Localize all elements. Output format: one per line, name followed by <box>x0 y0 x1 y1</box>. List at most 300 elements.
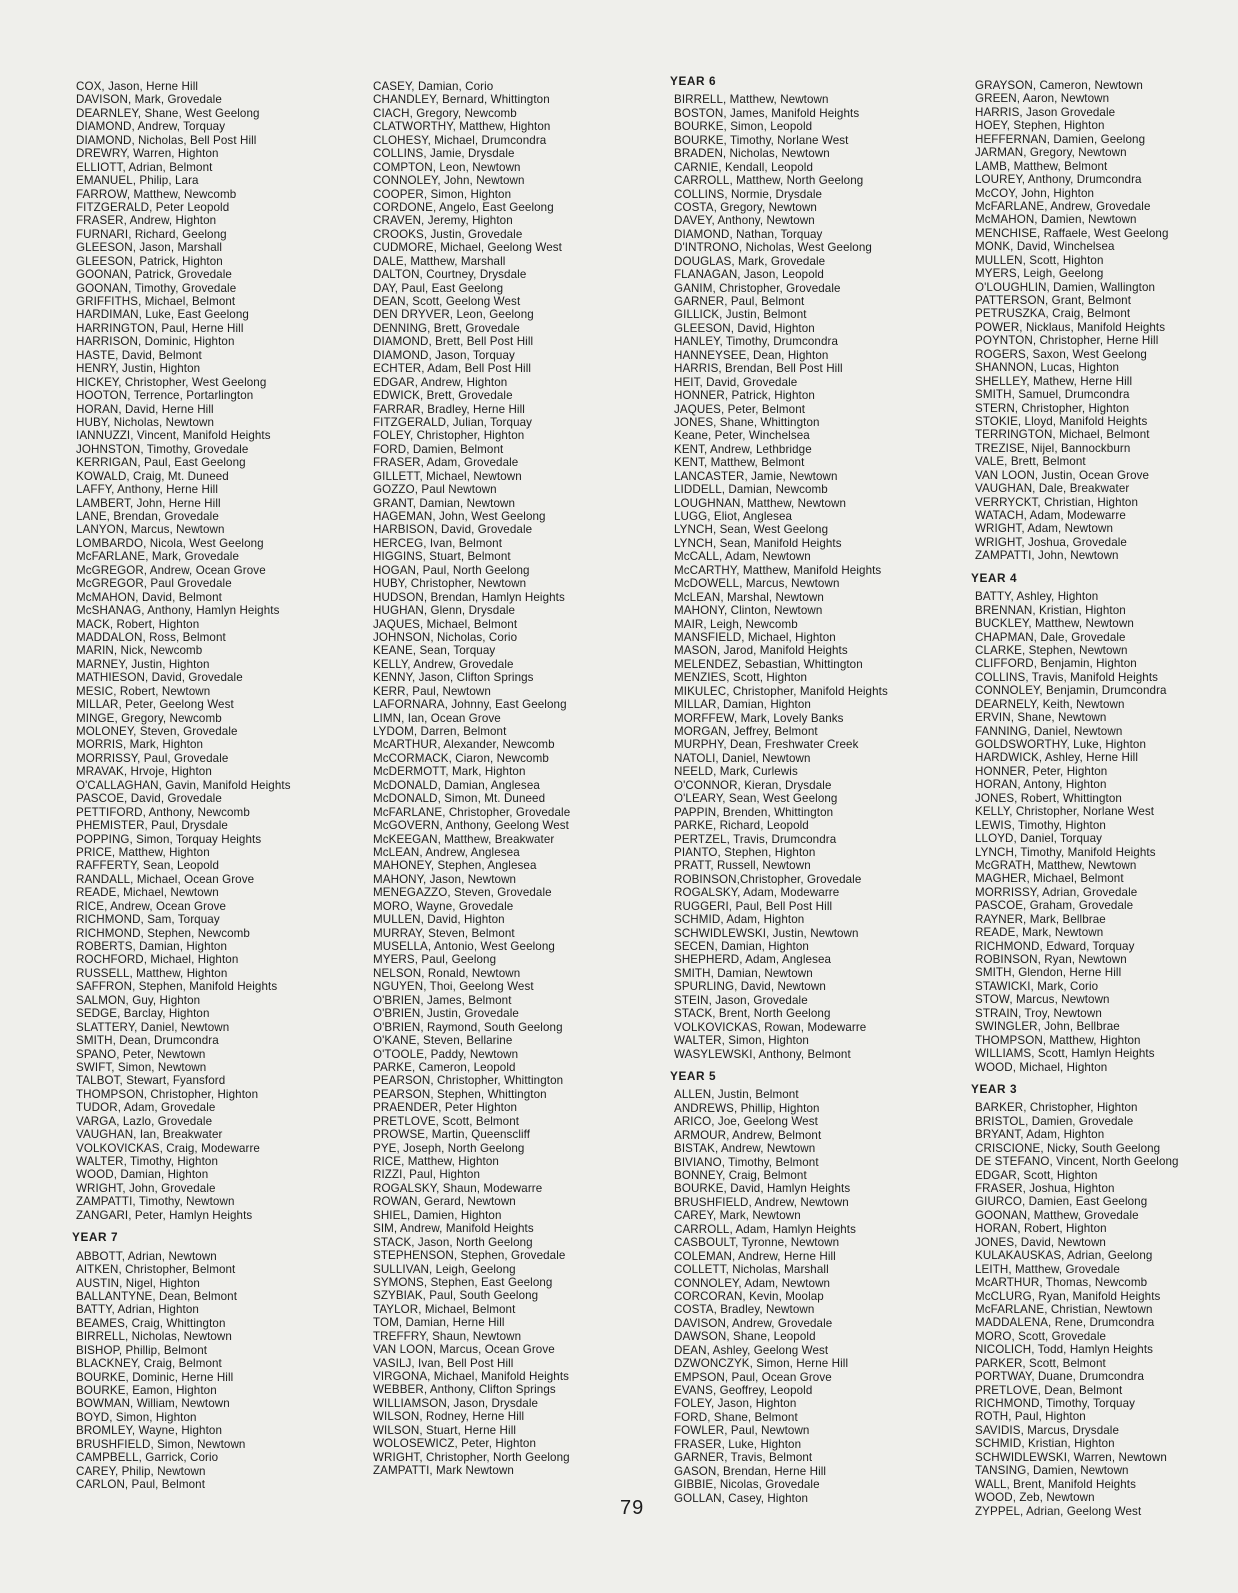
list-item: NEELD, Mark, Curlewis <box>674 765 798 779</box>
list-item: MUSELLA, Antonio, West Geelong <box>373 940 555 953</box>
list-item: BUCKLEY, Matthew, Newtown <box>975 617 1134 631</box>
list-item: GRANT, Damian, Newtown <box>373 496 516 510</box>
list-item: O'LOUGHLIN, Damien, Wallington <box>975 280 1156 294</box>
list-item: AUSTIN, Nigel, Highton <box>76 1276 200 1290</box>
list-item: ROGALSKY, Adam, Modewarre <box>674 886 840 900</box>
list-item: O'BRIEN, Raymond, South Geelong <box>373 1020 563 1034</box>
list-item: TALBOT, Stewart, Fyansford <box>76 1074 226 1088</box>
list-item: MENZIES, Scott, Highton <box>674 671 808 685</box>
list-item: GASON, Brendan, Herne Hill <box>674 1464 827 1478</box>
list-item: CUDMORE, Michael, Geelong West <box>373 241 562 255</box>
list-item: MURPHY, Dean, Freshwater Creek <box>674 738 859 752</box>
list-item: SMITH, Damian, Newtown <box>674 966 813 980</box>
list-item: RIZZI, Paul, Highton <box>373 1168 481 1182</box>
list-item: BISHOP, Phillip, Belmont <box>76 1343 208 1357</box>
list-item: LYNCH, Timothy, Manifold Heights <box>975 845 1156 859</box>
list-item: DEARNELY, Keith, Newtown <box>975 697 1125 711</box>
column-1 <box>72 80 291 1492</box>
list-item: VOLKOVICKAS, Craig, Modewarre <box>76 1141 260 1155</box>
list-item: HEFFERNAN, Damien, Geelong <box>975 132 1146 146</box>
list-item: WALTER, Timothy, Highton <box>76 1155 218 1168</box>
list-item: BOYD, Simon, Highton <box>76 1410 197 1424</box>
list-item: WEBBER, Anthony, Clifton Springs <box>373 1383 556 1397</box>
list-item: ANDREWS, Phillip, Highton <box>674 1101 820 1115</box>
list-item: GILLETT, Michael, Newtown <box>373 469 522 483</box>
list-item: KENT, Andrew, Lethbridge <box>674 442 812 456</box>
list-item: MACK, Robert, Highton <box>76 617 200 631</box>
list-item: BIVIANO, Timothy, Belmont <box>674 1155 819 1169</box>
list-item: HASTE, David, Belmont <box>76 348 202 362</box>
list-item: POWER, Nicklaus, Manifold Heights <box>975 320 1166 334</box>
list-item: BOURKE, Simon, Leopold <box>674 120 813 134</box>
list-item: ROGALSKY, Shaun, Modewarre <box>373 1181 543 1195</box>
list-item: WOLOSEWICZ, Peter, Highton <box>373 1437 537 1451</box>
list-item: HONNER, Patrick, Highton <box>674 389 815 403</box>
list-item: FANNING, Daniel, Newtown <box>975 724 1123 738</box>
list-item: GIBBIE, Nicolas, Grovedale <box>674 1478 820 1492</box>
list-item: BIRRELL, Matthew, Newtown <box>674 93 829 107</box>
list-item: TAYLOR, Michael, Belmont <box>373 1302 516 1316</box>
list-item: STRAIN, Troy, Newtown <box>975 1006 1102 1020</box>
list-item: GARNER, Travis, Belmont <box>674 1451 813 1465</box>
list-item: McCARTHY, Matthew, Manifold Heights <box>674 563 882 577</box>
list-item: GOLDSWORTHY, Luke, Highton <box>975 738 1146 751</box>
list-item: McDONALD, Damian, Anglesea <box>373 778 540 792</box>
list-item: O'CALLAGHAN, Gavin, Manifold Heights <box>76 778 291 792</box>
list-item: McMAHON, David, Belmont <box>76 590 222 604</box>
list-item: ROBINSON,Christopher, Grovedale <box>674 872 862 886</box>
list-item: PHEMISTER, Paul, Drysdale <box>76 819 228 833</box>
list-item: KELLY, Andrew, Grovedale <box>373 657 514 671</box>
list-item: BOURKE, David, Hamlyn Heights <box>674 1182 851 1196</box>
list-item: AITKEN, Christopher, Belmont <box>76 1263 236 1277</box>
list-item: RICE, Matthew, Highton <box>373 1155 499 1168</box>
list-item: KENT, Matthew, Belmont <box>674 456 805 470</box>
list-item: TOM, Damian, Herne Hill <box>373 1316 505 1330</box>
list-item: TERRINGTON, Michael, Belmont <box>975 428 1150 442</box>
list-item: POYNTON, Christopher, Herne Hill <box>975 334 1159 348</box>
list-item: HUDSON, Brendan, Hamlyn Heights <box>373 590 565 604</box>
list-item: SCHMID, Kristian, Highton <box>975 1437 1115 1451</box>
list-item: EDGAR, Scott, Highton <box>975 1168 1098 1182</box>
column-2 <box>373 80 570 1478</box>
list-item: BOURKE, Dominic, Herne Hill <box>76 1370 234 1384</box>
list-item: PETRUSZKA, Craig, Belmont <box>975 307 1131 321</box>
list-item: FORD, Shane, Belmont <box>674 1410 798 1424</box>
list-item: CASBOULT, Tyronne, Newtown <box>674 1236 840 1250</box>
list-item: DOUGLAS, Mark, Grovedale <box>674 254 826 268</box>
list-item: LYNCH, Sean, West Geelong <box>674 523 829 537</box>
list-item: COSTA, Gregory, Newtown <box>674 200 817 214</box>
list-item: ZAMPATTI, Mark Newtown <box>373 1464 514 1478</box>
list-item: MORO, Scott, Grovedale <box>975 1329 1107 1343</box>
list-item: HEIT, David, Grovedale <box>674 375 798 389</box>
list-item: DEAN, Ashley, Geelong West <box>674 1343 829 1357</box>
list-item: SAFFRON, Stephen, Manifold Heights <box>76 980 278 994</box>
list-item: DZWONCZYK, Simon, Herne Hill <box>674 1357 849 1371</box>
list-item: WRIGHT, Christopher, North Geelong <box>373 1450 570 1464</box>
list-item: PASCOE, David, Grovedale <box>76 792 222 806</box>
list-item: GOONAN, Timothy, Grovedale <box>76 281 237 295</box>
list-item: LANE, Brendan, Grovedale <box>76 510 219 523</box>
list-item: DAVISON, Andrew, Grovedale <box>674 1316 833 1330</box>
list-item: BRISTOL, Damien, Grovedale <box>975 1114 1134 1128</box>
list-item: HENRY, Justin, Highton <box>76 362 201 376</box>
list-item: KOWALD, Craig, Mt. Duneed <box>76 469 229 483</box>
list-item: STEIN, Jason, Grovedale <box>674 993 808 1007</box>
list-item: DEAN, Scott, Geelong West <box>373 295 521 308</box>
list-item: EMANUEL, Philip, Lara <box>76 174 199 188</box>
list-item: EMPSON, Paul, Ocean Grove <box>674 1370 832 1384</box>
list-item: DAY, Paul, East Geelong <box>373 281 504 295</box>
list-item: STAWICKI, Mark, Corio <box>975 979 1099 993</box>
list-item: LYNCH, Sean, Manifold Heights <box>674 536 842 550</box>
list-item: DAVEY, Anthony, Newtown <box>674 214 815 228</box>
list-item: HOOTON, Terrence, Portarlington <box>76 389 254 403</box>
list-item: KULAKAUSKAS, Adrian, Geelong <box>975 1249 1153 1263</box>
list-item: BROMLEY, Wayne, Highton <box>76 1424 222 1438</box>
list-item: GANIM, Christopher, Grovedale <box>674 281 841 295</box>
list-item: WOOD, Michael, Highton <box>975 1060 1108 1074</box>
list-item: JAQUES, Peter, Belmont <box>674 402 806 416</box>
list-item: PAPPIN, Brenden, Whittington <box>674 805 834 819</box>
list-item: POPPING, Simon, Torquay Heights <box>76 832 262 846</box>
list-item: FRASER, Andrew, Highton <box>76 214 217 228</box>
list-item: MULLEN, David, Highton <box>373 913 505 927</box>
list-item: McFARLANE, Christian, Newtown <box>975 1302 1153 1316</box>
list-item: STACK, Jason, North Geelong <box>373 1235 533 1249</box>
list-item: FOLEY, Christopher, Highton <box>373 429 525 443</box>
section-heading: YEAR 4 <box>971 570 1018 585</box>
list-item: McLEAN, Andrew, Anglesea <box>373 845 520 859</box>
list-item: FORD, Damien, Belmont <box>373 442 504 456</box>
list-item: CROOKS, Justin, Grovedale <box>373 227 523 241</box>
list-item: ZAMPATTI, Timothy, Newtown <box>76 1195 235 1209</box>
list-item: DIAMOND, Andrew, Torquay <box>76 120 226 134</box>
list-item: WILSON, Rodney, Herne Hill <box>373 1410 525 1424</box>
list-item: HUBY, Christopher, Newtown <box>373 577 527 591</box>
list-item: KEANE, Sean, Torquay <box>373 644 496 658</box>
list-item: STOKIE, Lloyd, Manifold Heights <box>975 414 1148 428</box>
list-item: EVANS, Geoffrey, Leopold <box>674 1384 813 1397</box>
list-item: ZAMPATTI, John, Newtown <box>975 549 1119 563</box>
list-item: ERVIN, Shane, Newtown <box>975 711 1107 725</box>
list-item: CLARKE, Stephen, Newtown <box>975 643 1128 657</box>
list-item: McGREGOR, Andrew, Ocean Grove <box>76 563 266 577</box>
list-item: VALE, Brett, Belmont <box>975 455 1086 469</box>
list-item: McARTHUR, Thomas, Newcomb <box>975 1276 1148 1290</box>
list-item: WALL, Brent, Manifold Heights <box>975 1477 1136 1491</box>
list-item: LANYON, Marcus, Newtown <box>76 523 225 537</box>
list-item: BISTAK, Andrew, Newtown <box>674 1142 816 1156</box>
list-item: SHELLEY, Mathew, Herne Hill <box>975 374 1133 388</box>
list-item: MASON, Jarod, Manifold Heights <box>674 644 848 658</box>
list-item: BRADEN, Nicholas, Newtown <box>674 147 830 161</box>
list-item: WRIGHT, John, Grovedale <box>76 1181 216 1195</box>
list-item: O'CONNOR, Kieran, Drysdale <box>674 778 832 792</box>
list-item: MORRISSY, Adrian, Grovedale <box>975 885 1138 899</box>
list-item: COMPTON, Leon, Newtown <box>373 160 521 174</box>
list-item: WRIGHT, Adam, Newtown <box>975 522 1114 536</box>
list-item: SYMONS, Stephen, East Geelong <box>373 1275 553 1289</box>
list-item: McGREGOR, Paul Grovedale <box>76 577 232 591</box>
list-item: MARNEY, Justin, Highton <box>76 657 210 671</box>
list-item: MYERS, Leigh, Geelong <box>975 267 1104 281</box>
list-item: VERRYCKT, Christian, Highton <box>975 495 1139 509</box>
list-item: KERR, Paul, Newtown <box>373 684 491 698</box>
list-item: HIGGINS, Stuart, Belmont <box>373 550 511 564</box>
list-item: KENNY, Jason, Clifton Springs <box>373 671 534 685</box>
list-item: MADDALON, Ross, Belmont <box>76 630 226 644</box>
list-item: CONNOLEY, Adam, Newtown <box>674 1276 831 1290</box>
list-item: BRYANT, Adam, Highton <box>975 1128 1105 1142</box>
list-item: HARRISON, Dominic, Highton <box>76 335 235 349</box>
list-item: MATHIESON, David, Grovedale <box>76 671 243 685</box>
list-item: MORO, Wayne, Grovedale <box>373 899 514 913</box>
list-item: CONNOLEY, John, Newtown <box>373 174 525 188</box>
list-item: PARKER, Scott, Belmont <box>975 1356 1106 1370</box>
list-item: BALLANTYNE, Dean, Belmont <box>76 1289 238 1303</box>
list-item: MANSFIELD, Michael, Highton <box>674 630 836 644</box>
list-item: JONES, Robert, Whittington <box>975 791 1122 805</box>
list-item: IANNUZZI, Vincent, Manifold Heights <box>76 429 271 443</box>
list-item: HUGHAN, Glenn, Drysdale <box>373 604 516 618</box>
list-item: HUBY, Nicholas, Newtown <box>76 415 215 429</box>
list-item: McGOVERN, Anthony, Geelong West <box>373 819 569 833</box>
list-item: SCHMID, Adam, Highton <box>674 913 805 927</box>
list-item: HORAN, Antony, Highton <box>975 778 1107 792</box>
list-item: MAHONY, Clinton, Newtown <box>674 604 823 618</box>
list-item: BATTY, Adrian, Highton <box>76 1303 199 1317</box>
list-item: WRIGHT, Joshua, Grovedale <box>975 535 1127 549</box>
list-item: SCHWIDLEWSKI, Justin, Newtown <box>674 926 859 940</box>
list-item: BOURKE, Eamon, Highton <box>76 1384 217 1397</box>
list-item: LOUGHNAN, Matthew, Newtown <box>674 496 847 510</box>
list-item: PRAENDER, Peter Highton <box>373 1101 518 1115</box>
list-item: READE, Mark, Newtown <box>975 926 1104 940</box>
list-item: McARTHUR, Alexander, Newcomb <box>373 738 555 752</box>
list-item: FITZGERALD, Julian, Torquay <box>373 415 533 429</box>
list-item: PRATT, Russell, Newtown <box>674 859 811 873</box>
list-item: COX, Jason, Herne Hill <box>76 80 199 93</box>
list-item: CARROLL, Adam, Hamlyn Heights <box>674 1222 857 1236</box>
list-item: MELENDEZ, Sebastian, Whittington <box>674 657 863 671</box>
column-3 <box>670 74 888 1505</box>
list-item: PASCOE, Graham, Grovedale <box>975 899 1134 913</box>
list-item: HARDWICK, Ashley, Herne Hill <box>975 751 1138 765</box>
list-item: McFARLANE, Christopher, Grovedale <box>373 805 571 819</box>
list-item: ROGERS, Saxon, West Geelong <box>975 347 1147 361</box>
list-item: PRETLOVE, Dean, Belmont <box>975 1383 1123 1397</box>
list-item: WILLIAMS, Scott, Hamlyn Heights <box>975 1047 1155 1061</box>
list-item: EDWICK, Brett, Grovedale <box>373 389 513 403</box>
list-item: MORRISSY, Paul, Grovedale <box>76 751 229 765</box>
list-item: RAFFERTY, Sean, Leopold <box>76 859 220 873</box>
list-item: STEPHENSON, Stephen, Grovedale <box>373 1249 566 1263</box>
list-item: CHANDLEY, Bernard, Whittington <box>373 93 550 107</box>
list-item: MADDALENA, Rene, Drumcondra <box>975 1316 1155 1330</box>
list-item: VAUGHAN, Ian, Breakwater <box>76 1128 223 1142</box>
list-item: SZYBIAK, Paul, South Geelong <box>373 1289 539 1303</box>
list-item: O'BRIEN, James, Belmont <box>373 993 512 1007</box>
list-item: DIAMOND, Jason, Torquay <box>373 348 515 362</box>
list-item: SIM, Andrew, Manifold Heights <box>373 1222 534 1236</box>
list-item: LIDDELL, Damian, Newcomb <box>674 483 828 497</box>
list-item: McCORMACK, Ciaron, Newcomb <box>373 751 549 765</box>
list-item: PEARSON, Stephen, Whittington <box>373 1087 547 1101</box>
list-item: FLANAGAN, Jason, Leopold <box>674 268 824 282</box>
list-item: JONES, David, Newtown <box>975 1235 1106 1249</box>
list-item: RICHMOND, Timothy, Torquay <box>975 1397 1136 1410</box>
section-heading: YEAR 5 <box>670 1068 717 1083</box>
list-item: SWINGLER, John, Bellbrae <box>975 1020 1120 1034</box>
list-item: GARNER, Paul, Belmont <box>674 295 805 308</box>
list-item: PROWSE, Martin, Queenscliff <box>373 1128 531 1142</box>
list-item: O'KANE, Steven, Bellarine <box>373 1034 513 1048</box>
list-item: ECHTER, Adam, Bell Post Hill <box>373 362 532 376</box>
list-item: HONNER, Peter, Highton <box>975 764 1108 778</box>
list-item: CARLON, Paul, Belmont <box>76 1478 206 1492</box>
list-item: ARMOUR, Andrew, Belmont <box>674 1128 822 1142</box>
list-item: SEDGE, Barclay, Highton <box>76 1007 210 1021</box>
list-item: MOLONEY, Steven, Grovedale <box>76 725 238 738</box>
list-item: EDGAR, Andrew, Highton <box>373 375 508 389</box>
list-item: NICOLICH, Todd, Hamlyn Heights <box>975 1343 1154 1357</box>
list-item: PARKE, Richard, Leopold <box>674 819 809 833</box>
list-item: SLATTERY, Daniel, Newtown <box>76 1020 230 1034</box>
list-item: FURNARI, Richard, Geelong <box>76 227 227 241</box>
list-item: STOW, Marcus, Newtown <box>975 993 1110 1007</box>
list-item: PRICE, Matthew, Highton <box>76 845 210 859</box>
list-item: O'LEARY, Sean, West Geelong <box>674 792 838 806</box>
list-item: CONNOLEY, Benjamin, Drumcondra <box>975 684 1167 698</box>
list-item: LANCASTER, Jamie, Newtown <box>674 469 838 483</box>
list-item: CLOHESY, Michael, Drumcondra <box>373 133 547 147</box>
list-item: RAYNER, Mark, Bellbrae <box>975 912 1106 926</box>
list-item: STERN, Christopher, Highton <box>975 401 1130 415</box>
list-item: GRAYSON, Cameron, Newtown <box>975 79 1143 92</box>
section-heading: YEAR 7 <box>72 1230 119 1245</box>
list-item: MORFFEW, Mark, Lovely Banks <box>674 711 844 725</box>
list-item: CORDONE, Angelo, East Geelong <box>373 200 554 214</box>
list-item: VIRGONA, Michael, Manifold Heights <box>373 1370 570 1383</box>
list-item: PATTERSON, Grant, Belmont <box>975 294 1132 307</box>
list-item: LAFORNARA, Johnny, East Geelong <box>373 698 567 712</box>
list-item: FOWLER, Paul, Newtown <box>674 1424 810 1438</box>
list-item: DALE, Matthew, Marshall <box>373 254 506 268</box>
list-item: DREWRY, Warren, Highton <box>76 147 219 161</box>
list-item: ROBINSON, Ryan, Newtown <box>975 953 1127 966</box>
list-item: RUGGERI, Paul, Bell Post Hill <box>674 899 833 913</box>
list-item: FRASER, Joshua, Highton <box>975 1182 1115 1195</box>
list-item: KERRIGAN, Paul, East Geelong <box>76 456 246 470</box>
list-item: MENCHISE, Raffaele, West Geelong <box>975 226 1169 240</box>
list-item: HORAN, David, Herne Hill <box>76 402 214 416</box>
list-item: CARNIE, Kendall, Leopold <box>674 160 814 174</box>
list-item: PIANTO, Stephen, Highton <box>674 845 816 859</box>
list-item: HICKEY, Christopher, West Geelong <box>76 375 267 389</box>
list-item: GLEESON, Patrick, Highton <box>76 254 223 268</box>
list-item: BATTY, Ashley, Highton <box>975 590 1099 604</box>
list-item: LOMBARDO, Nicola, West Geelong <box>76 536 264 550</box>
list-item: BOURKE, Timothy, Norlane West <box>674 133 849 147</box>
list-item: FARRAR, Bradley, Herne Hill <box>373 402 525 416</box>
list-item: MILLAR, Peter, Geelong West <box>76 698 234 712</box>
list-item: ABBOTT, Adrian, Newtown <box>76 1249 217 1263</box>
list-item: BARKER, Christopher, Highton <box>975 1101 1138 1115</box>
list-item: HARRINGTON, Paul, Herne Hill <box>76 321 244 335</box>
list-item: ZANGARI, Peter, Hamlyn Heights <box>76 1208 253 1222</box>
list-item: SHEPHERD, Adam, Anglesea <box>674 953 832 967</box>
list-item: FOLEY, Jason, Highton <box>674 1397 797 1411</box>
list-item: DENNING, Brett, Grovedale <box>373 321 520 335</box>
list-item: CHAPMAN, Dale, Grovedale <box>975 630 1126 644</box>
list-item: SCHWIDLEWSKI, Warren, Newtown <box>975 1450 1167 1464</box>
list-item: COSTA, Bradley, Newtown <box>674 1303 815 1317</box>
list-item: JONES, Shane, Whittington <box>674 415 820 429</box>
list-item: HANNEYSEE, Dean, Highton <box>674 348 829 362</box>
list-item: CLATWORTHY, Matthew, Highton <box>373 120 551 134</box>
list-item: RICHMOND, Edward, Torquay <box>975 939 1135 953</box>
list-item: BLACKNEY, Craig, Belmont <box>76 1357 222 1371</box>
list-item: THOMPSON, Matthew, Highton <box>975 1033 1141 1047</box>
list-item: MYERS, Paul, Geelong <box>373 953 497 967</box>
list-item: TANSING, Damien, Newtown <box>975 1464 1129 1478</box>
list-item: FARROW, Matthew, Newcomb <box>76 187 237 201</box>
list-item: Keane, Peter, Winchelsea <box>674 429 810 443</box>
list-item: DIAMOND, Nathan, Torquay <box>674 227 823 241</box>
list-item: GOONAN, Matthew, Grovedale <box>975 1208 1139 1222</box>
section-heading: YEAR 3 <box>971 1081 1018 1096</box>
list-item: CRAVEN, Jeremy, Highton <box>373 214 513 228</box>
list-item: DAWSON, Shane, Leopold <box>674 1330 816 1344</box>
list-item: HOGAN, Paul, North Geelong <box>373 563 530 577</box>
list-item: MAGHER, Michael, Belmont <box>975 872 1124 886</box>
list-item: STACK, Brent, North Geelong <box>674 1007 831 1021</box>
list-item: MAHONY, Jason, Newtown <box>373 872 517 886</box>
list-item: McCOY, John, Highton <box>975 186 1095 200</box>
list-item: JARMAN, Gregory, Newtown <box>975 146 1127 160</box>
list-item: LEITH, Matthew, Grovedale <box>975 1262 1120 1276</box>
list-item: BRENNAN, Kristian, Highton <box>975 603 1126 617</box>
list-item: MENEGAZZO, Steven, Grovedale <box>373 886 552 900</box>
list-item: VARGA, Lazlo, Grovedale <box>76 1114 213 1128</box>
list-item: BIRRELL, Nicholas, Newtown <box>76 1330 232 1344</box>
list-item: FRASER, Adam, Grovedale <box>373 456 519 470</box>
list-item: LIMN, Ian, Ocean Grove <box>373 711 501 725</box>
list-item: COOPER, Simon, Highton <box>373 187 512 201</box>
list-item: ALLEN, Justin, Belmont <box>674 1088 799 1102</box>
list-item: MINGE, Gregory, Newcomb <box>76 711 222 725</box>
list-item: CAREY, Mark, Newtown <box>674 1209 801 1223</box>
list-item: GOZZO, Paul Newtown <box>373 483 497 497</box>
list-item: PORTWAY, Duane, Drumcondra <box>975 1370 1145 1384</box>
list-item: HAGEMAN, John, West Geelong <box>373 510 546 523</box>
list-item: D'INTRONO, Nicholas, West Geelong <box>674 241 872 255</box>
list-item: PYE, Joseph, North Geelong <box>373 1141 525 1155</box>
list-item: PERTZEL, Travis, Drumcondra <box>674 832 837 846</box>
list-item: BRUSHFIELD, Andrew, Newtown <box>674 1195 849 1209</box>
list-item: JAQUES, Michael, Belmont <box>373 617 518 631</box>
list-item: DEN DRYVER, Leon, Geelong <box>373 308 534 322</box>
list-item: COLLINS, Travis, Manifold Heights <box>975 670 1159 684</box>
list-item: MIKULEC, Christopher, Manifold Heights <box>674 684 888 698</box>
list-item: WILLIAMSON, Jason, Drysdale <box>373 1396 539 1410</box>
list-item: TREZISE, Nijel, Bannockburn <box>975 441 1131 455</box>
list-item: MESIC, Robert, Newtown <box>76 684 211 698</box>
list-item: McFARLANE, Mark, Grovedale <box>76 550 240 564</box>
list-item: BONNEY, Craig, Belmont <box>674 1169 807 1182</box>
